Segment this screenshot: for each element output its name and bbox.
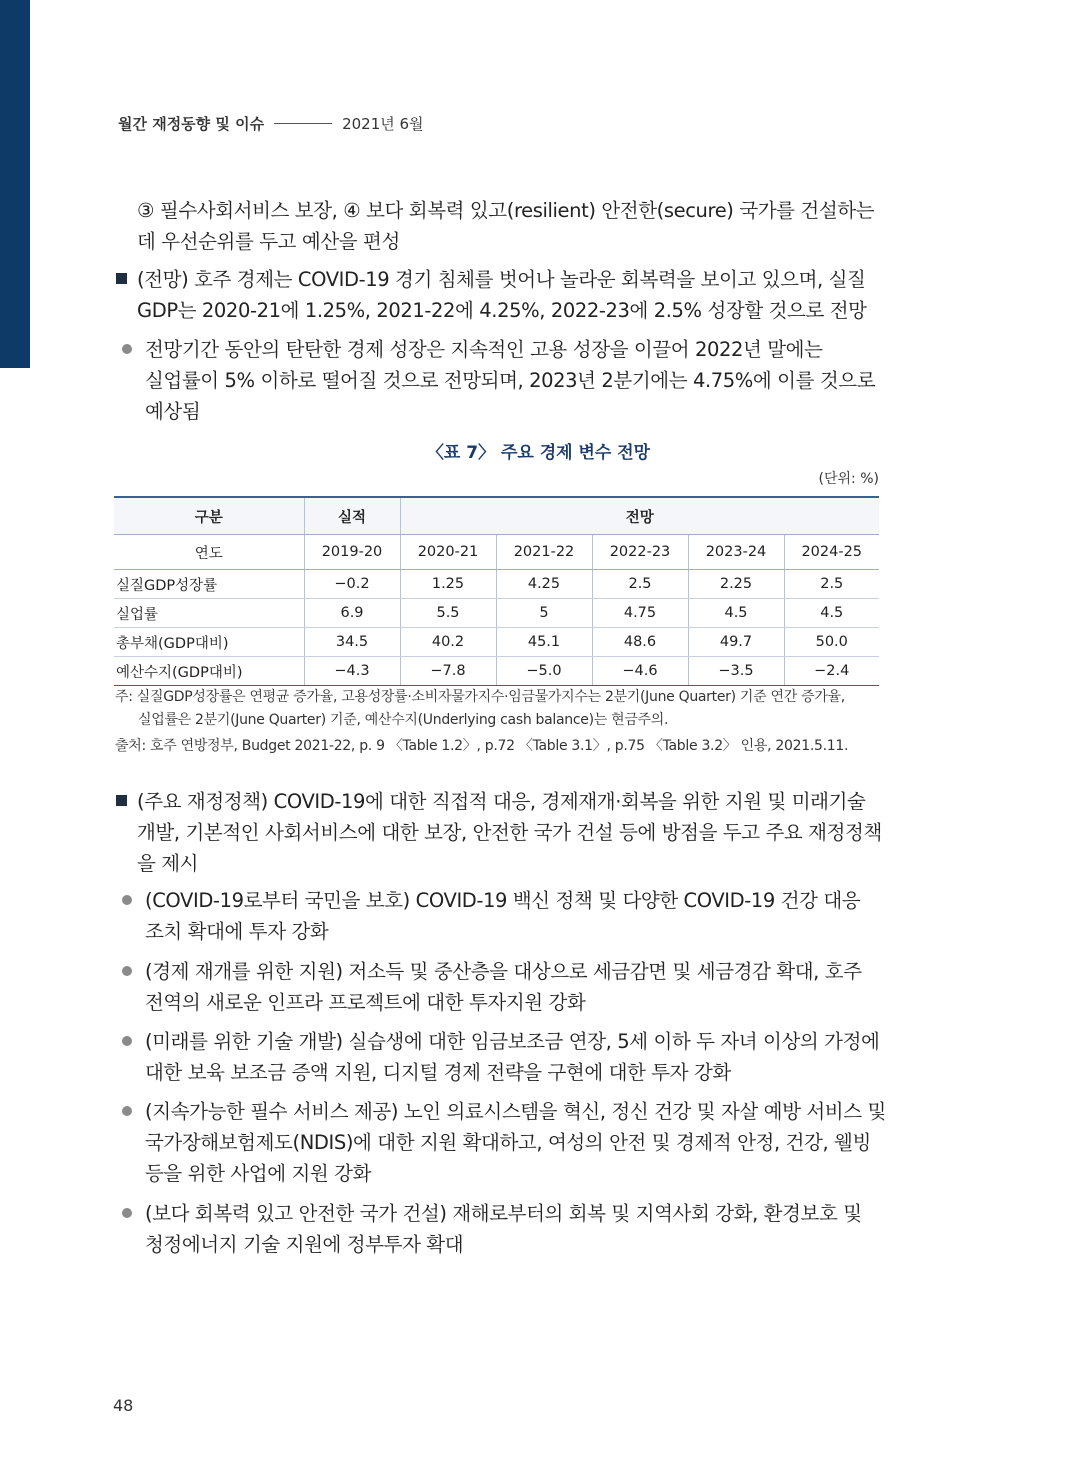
year-cell: 2020-21	[400, 535, 496, 570]
year-cell: 2019-20	[304, 535, 400, 570]
outlook-line-1: (전망) 호주 경제는 COVID-19 경기 침체를 벗어나 놀라운 회복력을 보이고 있으며, 실질	[137, 268, 866, 291]
header-category: 구분	[114, 497, 304, 535]
header-rule	[274, 123, 332, 124]
table-header-row	[114, 497, 879, 535]
table-row	[114, 657, 879, 686]
table-cell: 4.75	[592, 599, 688, 628]
bullet3-line-2: 대한 보육 보조금 증액 지원, 디지털 경제 전략을 구현에 대한 투자 강화	[145, 1061, 731, 1084]
table-cell: 4.25	[496, 570, 592, 599]
table-cell: −7.8	[400, 657, 496, 686]
table-cell: −4.3	[304, 657, 400, 686]
bullet4-line-3: 등을 위한 사업에 지원 강화	[145, 1162, 372, 1185]
dot-bullet-icon	[122, 1208, 132, 1218]
sub1-line-1: 전망기간 동안의 탄탄한 경제 성장은 지속적인 고용 성장을 이끌어 2022년 말에는	[145, 338, 823, 361]
header-actual: 실적	[304, 497, 400, 535]
bullet2-line-2: 전역의 새로운 인프라 프로젝트에 대한 투자지원 강화	[145, 991, 586, 1014]
table-cell: 50.0	[784, 628, 879, 657]
table-cell: 5	[496, 599, 592, 628]
table-year-row	[114, 535, 879, 570]
table-note-line-2: 실업률은 2분기(June Quarter) 기준, 예산수지(Underlying cash balance)는 현금주의.	[138, 712, 669, 728]
row-label: 실업률	[114, 599, 304, 628]
table-source: 출처: 호주 연방정부, Budget 2021-22, p. 9 〈Table 1.2〉, p.72 〈Table 3.1〉, p.75 〈Table 3.2〉 인용, 2021.5.11.	[115, 738, 849, 754]
policy-line-3: 을 제시	[137, 852, 199, 875]
table-cell: 40.2	[400, 628, 496, 657]
running-header	[118, 113, 424, 134]
sub1-line-3: 예상됨	[145, 400, 201, 423]
bullet1-line-2: 조치 확대에 투자 강화	[145, 920, 329, 943]
row-label: 총부채(GDP대비)	[114, 628, 304, 657]
table-row	[114, 628, 879, 657]
header-forecast: 전망	[400, 497, 879, 535]
table-cell: 5.5	[400, 599, 496, 628]
bullet2-line-1: (경제 재개를 위한 지원) 저소득 및 중산층을 대상으로 세금감면 및 세금경감 확대, 호주	[145, 960, 862, 983]
table-cell: 48.6	[592, 628, 688, 657]
table-cell: 45.1	[496, 628, 592, 657]
policy-line-1: (주요 재정정책) COVID-19에 대한 직접적 대응, 경제재개·회복을 위한 지원 및 미래기술	[137, 790, 866, 813]
table-cell: 2.5	[784, 570, 879, 599]
table-row	[114, 599, 879, 628]
bullet4-line-2: 국가장해보험제도(NDIS)에 대한 지원 확대하고, 여성의 안전 및 경제적 안정, 건강, 웰빙	[145, 1131, 871, 1154]
bullet3-line-1: (미래를 위한 기술 개발) 실습생에 대한 임금보조금 연장, 5세 이하 두 자녀 이상의 가정에	[145, 1030, 880, 1053]
bullet5-line-1: (보다 회복력 있고 안전한 국가 건설) 재해로부터의 회복 및 지역사회 강화, 환경보호 및	[145, 1202, 862, 1225]
table-title: 〈표 7〉 주요 경제 변수 전망	[426, 443, 651, 463]
table-cell: −4.6	[592, 657, 688, 686]
table-unit: (단위: %)	[818, 471, 879, 487]
page-number: 48	[113, 1396, 134, 1415]
table-cell: −3.5	[688, 657, 784, 686]
side-accent-bar	[0, 0, 30, 368]
table-cell: 4.5	[688, 599, 784, 628]
dot-bullet-icon	[122, 966, 132, 976]
publication-title: 월간 재정동향 및 이슈	[118, 115, 265, 133]
dot-bullet-icon	[122, 1036, 132, 1046]
table-cell: 2.25	[688, 570, 784, 599]
table-cell: 4.5	[784, 599, 879, 628]
issue-date: 2021년 6월	[342, 115, 424, 133]
table-row	[114, 570, 879, 599]
dot-bullet-icon	[122, 344, 132, 354]
table-cell: 6.9	[304, 599, 400, 628]
sub1-line-2: 실업률이 5% 이하로 떨어질 것으로 전망되며, 2023년 2분기에는 4.75%에 이를 것으로	[145, 369, 876, 392]
table-cell: 34.5	[304, 628, 400, 657]
square-bullet-icon	[116, 273, 127, 284]
dot-bullet-icon	[122, 895, 132, 905]
row-label: 실질GDP성장률	[114, 570, 304, 599]
year-cell: 2024-25	[784, 535, 879, 570]
year-cell: 2022-23	[592, 535, 688, 570]
table-cell: −5.0	[496, 657, 592, 686]
policy-line-2: 개발, 기본적인 사회서비스에 대한 보장, 안전한 국가 건설 등에 방점을 두고 주요 재정정책	[137, 821, 882, 844]
table-cell: −0.2	[304, 570, 400, 599]
year-cell: 2021-22	[496, 535, 592, 570]
bullet1-line-1: (COVID-19로부터 국민을 보호) COVID-19 백신 정책 및 다양한 COVID-19 건강 대응	[145, 889, 861, 912]
table-cell: 49.7	[688, 628, 784, 657]
bullet4-line-1: (지속가능한 필수 서비스 제공) 노인 의료시스템을 혁신, 정신 건강 및 자살 예방 서비스 및	[145, 1100, 886, 1123]
table-cell: 1.25	[400, 570, 496, 599]
dot-bullet-icon	[122, 1106, 132, 1116]
outlook-line-2: GDP는 2020-21에 1.25%, 2021-22에 4.25%, 2022-23에 2.5% 성장할 것으로 전망	[137, 299, 867, 322]
year-label: 연도	[114, 535, 304, 570]
cont-line-2: 데 우선순위를 두고 예산을 편성	[137, 230, 400, 253]
table-cell: −2.4	[784, 657, 879, 686]
row-label: 예산수지(GDP대비)	[114, 657, 304, 686]
table-cell: 2.5	[592, 570, 688, 599]
economic-outlook-table	[114, 496, 879, 686]
bullet5-line-2: 청정에너지 기술 지원에 정부투자 확대	[145, 1233, 464, 1256]
year-cell: 2023-24	[688, 535, 784, 570]
table-note-line-1: 주: 실질GDP성장률은 연평균 증가율, 고용성장률·소비자물가지수·임금물가지수는 2분기(June Quarter) 기준 연간 증가율,	[115, 689, 845, 705]
square-bullet-icon	[116, 795, 127, 806]
cont-line-1: ③ 필수사회서비스 보장, ④ 보다 회복력 있고(resilient) 안전한(secure) 국가를 건설하는	[137, 199, 875, 222]
